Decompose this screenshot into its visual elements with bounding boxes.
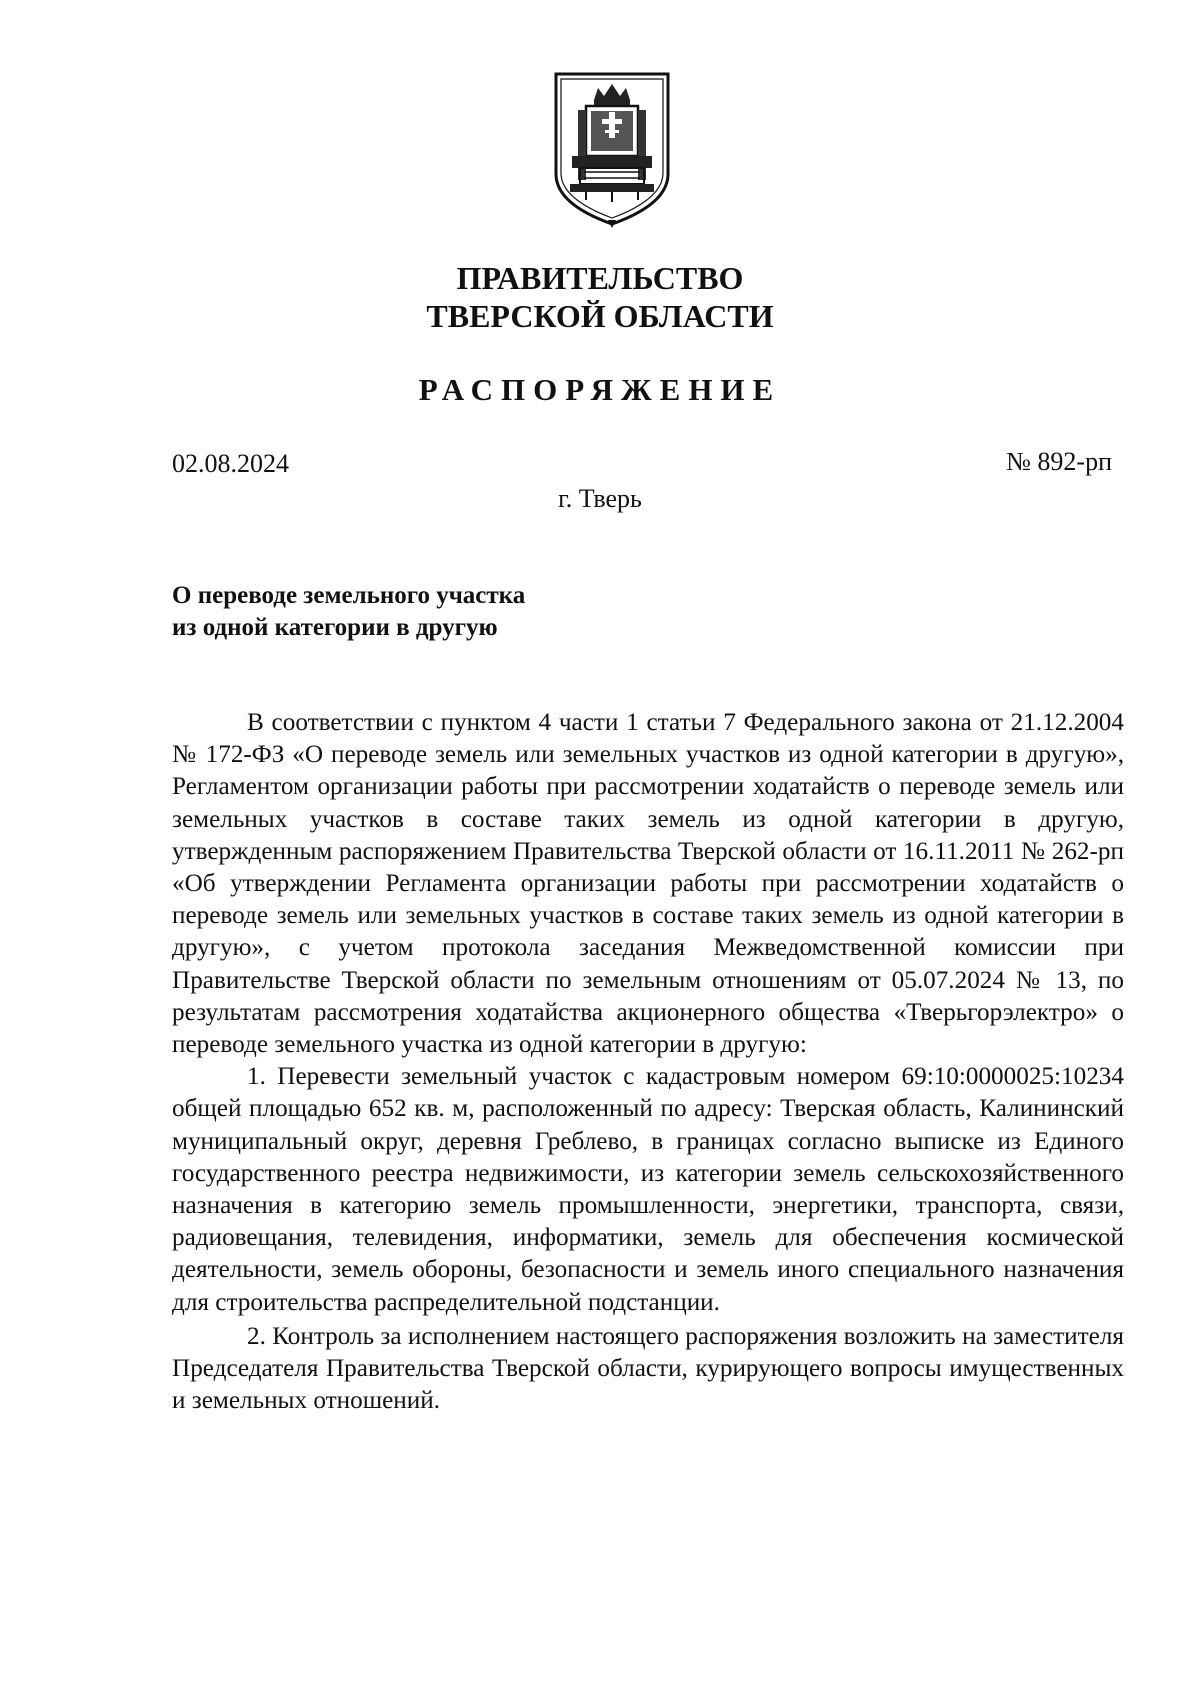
document-city: г. Тверь <box>558 484 642 513</box>
document-date: 02.08.2024 <box>172 449 289 478</box>
document-type-heading: РАСПОРЯЖЕНИЕ <box>418 372 782 407</box>
document-body <box>172 707 1124 1417</box>
subject-line-2: из одной категории в другую <box>172 614 498 641</box>
government-title-line-1: ПРАВИТЕЛЬСТВО <box>456 260 744 296</box>
item-2-paragraph: 2. Контроль за исполнением настоящего распоряжения возложить на заместителя Председателя Правительства Тверской области, курирующего вопросы имущественных и земельных отношений. <box>172 1322 1124 1415</box>
item-1-paragraph: 1. Перевести земельный участок с кадастровым номером 69:10:0000025:10234 общей площадью 652 кв. м, расположенный по адресу: Тверская область, Калининский муниципальный округ, деревня Греблево, в границах согласно выписке из Единого государственного реестра недвижимости, из категории земель сельскохозяйственного назначения в категорию земель промышленности, энергетики, транспорта, связи, радиовещания, телевидения, информатики, земель для обеспечения космической деятельности, земель обороны, безопасности и земель иного специального назначения для строительства распределительной подстанции. <box>172 1063 1124 1316</box>
government-title-line-2: ТВЕРСКОЙ ОБЛАСТИ <box>426 298 774 334</box>
document-subject <box>172 580 525 644</box>
preamble-paragraph: В соответствии с пунктом 4 части 1 статьи 7 Федерального закона от 21.12.2004 № 172-ФЗ «О переводе земель или земельных участков из одной категории в другую», Регламентом организации работы при рассмотрении ходатайств о переводе земель или земельных участков в составе таких земель из одной категории в другую, утвержденным распоряжением Правительства Тверской области от 16.11.2011 № 262-рп «Об утверждении Регламента организации работы при рассмотрении ходатайств о переводе земель или земельных участков в составе таких земель из одной категории в другую», с учетом протокола заседания Межведомственной комиссии при Правительстве Тверской области по земельным отношениям от 05.07.2024 № 13, по результатам рассмотрения ходатайства акционерного общества «Тверьгорэлектро» о переводе земельного участка из одной категории в другую: <box>172 709 1124 1059</box>
tver-region-coat-of-arms-icon <box>550 70 674 228</box>
subject-line-1: О переводе земельного участка <box>172 582 526 609</box>
document-number: № 892-рп <box>1006 447 1112 476</box>
